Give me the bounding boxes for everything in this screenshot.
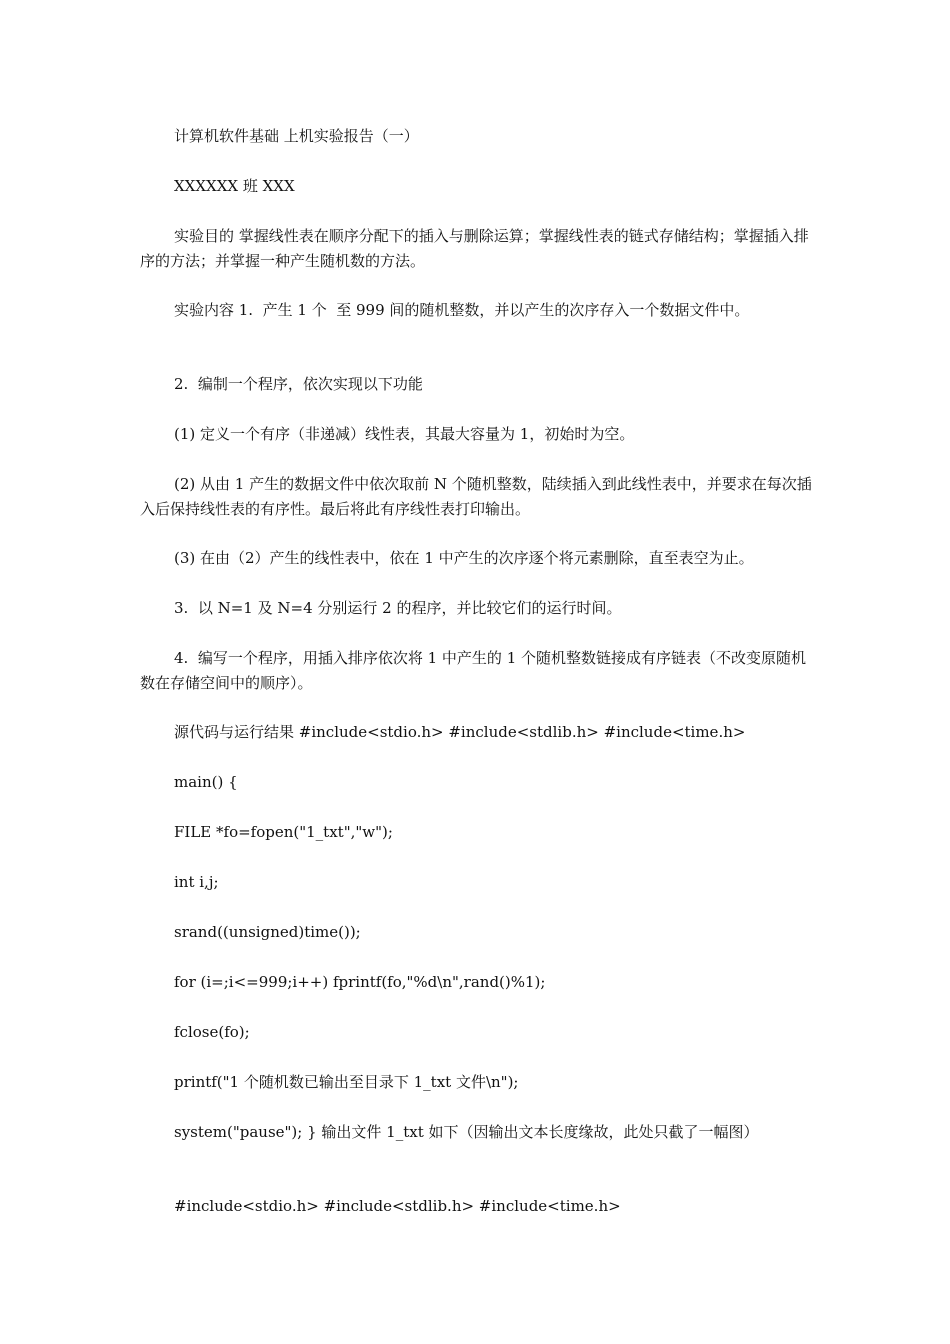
code-line: FILE *fo=fopen("1_txt","w"); bbox=[174, 823, 393, 841]
code-line: #include<stdio.h> #include<stdlib.h> #include<time.h> bbox=[174, 1197, 621, 1215]
task-2-3: (3) 在由（2）产生的线性表中，依在 1 中产生的次序逐个将元素删除，直至表空为止。 bbox=[174, 549, 754, 567]
experiment-purpose: 实验目的 掌握线性表在顺序分配下的插入与删除运算；掌握线性表的链式存储结构；掌握插入排序的方法；并掌握一种产生随机数的方法。 bbox=[140, 227, 809, 270]
code-line: for (i=;i<=999;i++) fprintf(fo,"%d\n",rand()%1); bbox=[174, 973, 546, 991]
task-2-2: (2) 从由 1 产生的数据文件中依次取前 N 个随机整数，陆续插入到此线性表中，并要求在每次插入后保持线性表的有序性。最后将此有序线性表打印输出。 bbox=[140, 475, 812, 518]
code-line: fclose(fo); bbox=[174, 1023, 250, 1041]
class-name-line: XXXXXX 班 XXX bbox=[174, 177, 295, 195]
task-3: 3. 以 N=1 及 N=4 分别运行 2 的程序，并比较它们的运行时间。 bbox=[174, 599, 622, 617]
code-line: printf("1 个随机数已输出至目录下 1_txt 文件\n"); bbox=[174, 1073, 519, 1091]
task-4: 4. 编写一个程序，用插入排序依次将 1 中产生的 1 个随机整数链接成有序链表（不改变原随机数在存储空间中的顺序）。 bbox=[140, 649, 807, 692]
code-line: int i,j; bbox=[174, 873, 219, 891]
code-line-output-note: system("pause"); } 输出文件 1_txt 如下（因输出文本长度缘故，此处只截了一幅图） bbox=[174, 1123, 759, 1141]
task-2: 2. 编制一个程序，依次实现以下功能 bbox=[174, 375, 423, 393]
source-code-heading: 源代码与运行结果 #include<stdio.h> #include<stdlib.h> #include<time.h> bbox=[174, 723, 746, 741]
code-line: srand((unsigned)time()); bbox=[174, 923, 361, 941]
report-title: 计算机软件基础 上机实验报告（一） bbox=[174, 127, 419, 145]
experiment-content: 实验内容 1. 产生 1 个 至 999 间的随机整数，并以产生的次序存入一个数据文件中。 bbox=[174, 301, 750, 319]
task-2-1: (1) 定义一个有序（非递减）线性表，其最大容量为 1，初始时为空。 bbox=[174, 425, 635, 443]
code-line: main() { bbox=[174, 773, 238, 791]
